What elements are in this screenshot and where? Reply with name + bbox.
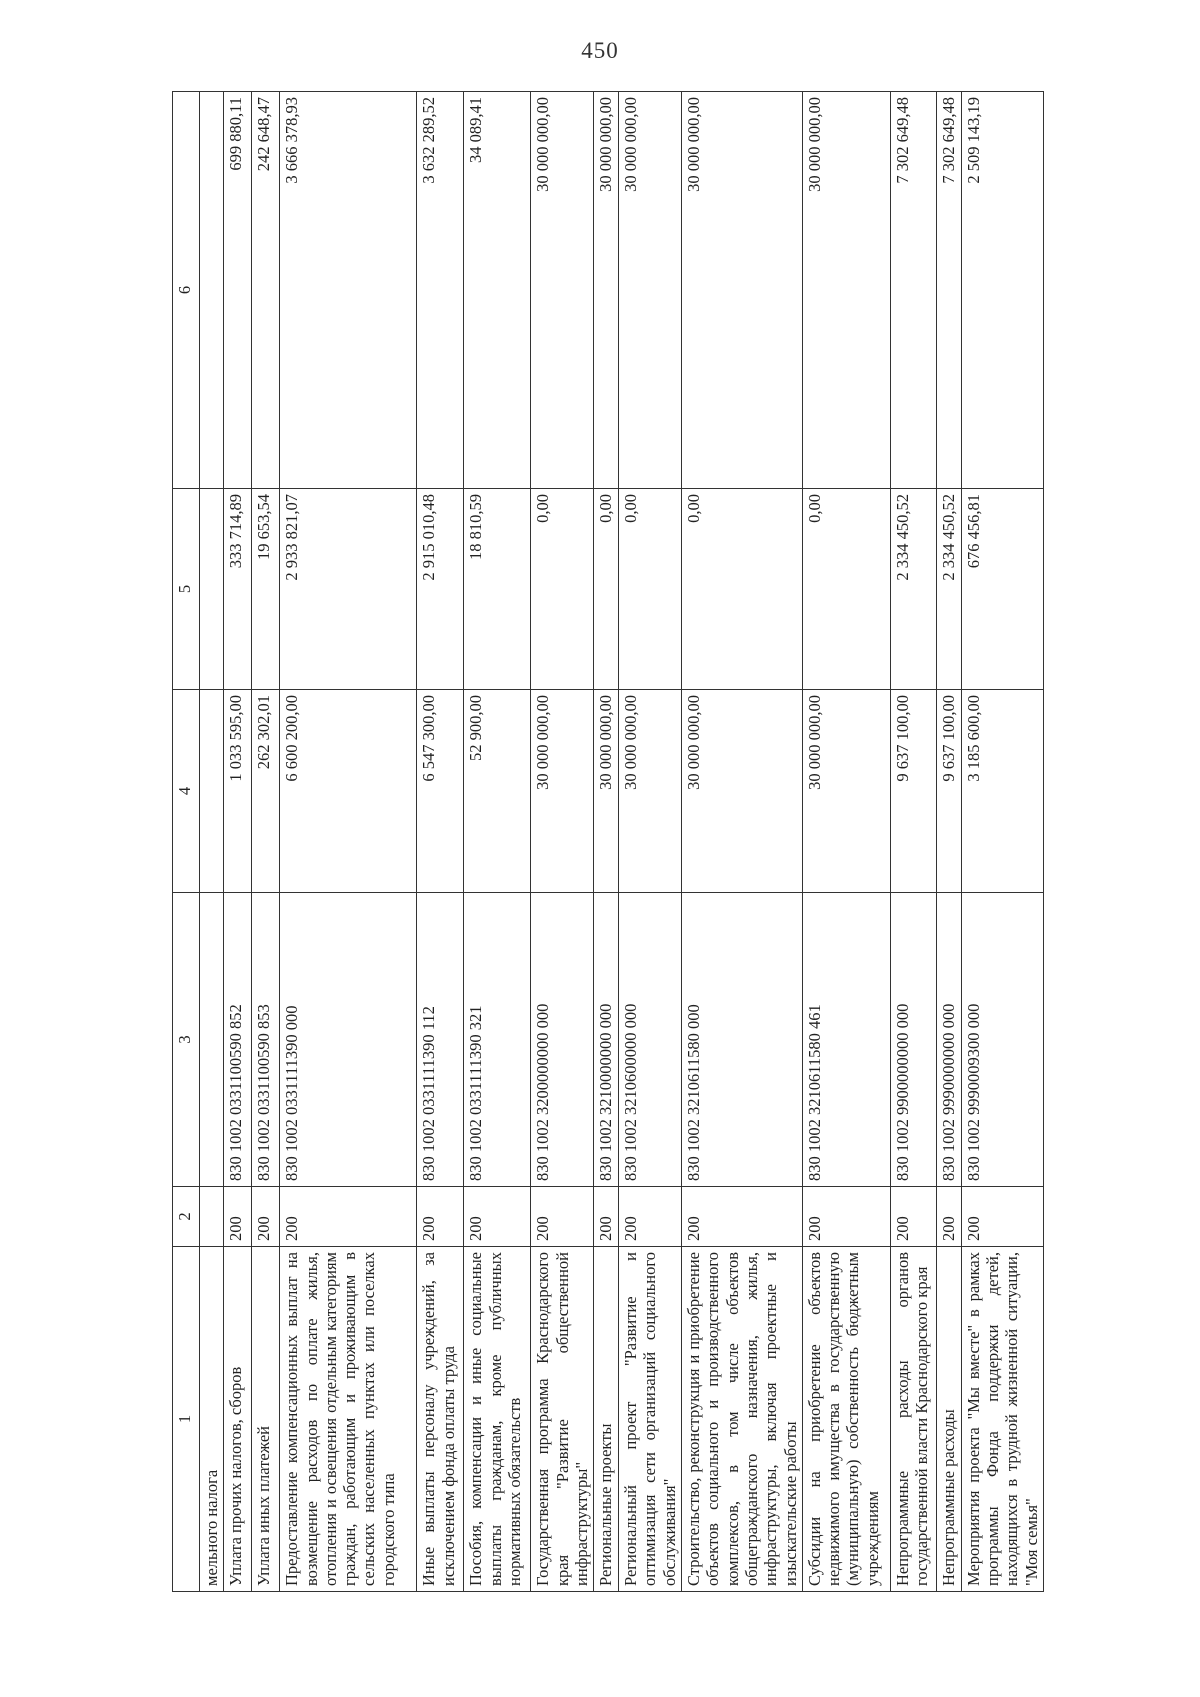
row-ved: 200 bbox=[802, 1187, 890, 1247]
row-code: 830 1002 9900000000 000 bbox=[890, 893, 936, 1187]
row-plan: 1 033 595,00 bbox=[224, 690, 252, 893]
row-exec bbox=[200, 489, 224, 690]
row-rest bbox=[200, 92, 224, 489]
row-name: Уплата иных платежей bbox=[252, 1247, 280, 1592]
table-row bbox=[531, 92, 594, 1592]
table-row bbox=[594, 92, 619, 1592]
row-plan: 30 000 000,00 bbox=[682, 690, 803, 893]
row-plan: 6 547 300,00 bbox=[417, 690, 464, 893]
row-exec: 0,00 bbox=[682, 489, 803, 690]
table-row bbox=[280, 92, 417, 1592]
row-ved: 200 bbox=[280, 1187, 417, 1247]
row-code: 830 1002 0331111390 112 bbox=[417, 893, 464, 1187]
row-name: Государственная программа Краснодарского края "Развитие общественной инфраструктуры" bbox=[531, 1247, 594, 1592]
row-exec: 0,00 bbox=[531, 489, 594, 690]
row-rest: 30 000 000,00 bbox=[802, 92, 890, 489]
row-plan: 262 302,01 bbox=[252, 690, 280, 893]
table-row bbox=[682, 92, 803, 1592]
row-exec: 2 334 450,52 bbox=[890, 489, 936, 690]
row-ved: 200 bbox=[464, 1187, 531, 1247]
row-rest: 242 648,47 bbox=[252, 92, 280, 489]
header-cell-4: 4 bbox=[173, 690, 200, 893]
table-row bbox=[961, 92, 1043, 1592]
row-exec: 19 653,54 bbox=[252, 489, 280, 690]
row-rest: 3 666 378,93 bbox=[280, 92, 417, 489]
row-exec: 0,00 bbox=[619, 489, 682, 690]
row-plan: 52 900,00 bbox=[464, 690, 531, 893]
row-plan: 30 000 000,00 bbox=[802, 690, 890, 893]
row-code: 830 1002 0331111390 000 bbox=[280, 893, 417, 1187]
table-row bbox=[619, 92, 682, 1592]
row-exec: 0,00 bbox=[802, 489, 890, 690]
row-plan: 9 637 100,00 bbox=[890, 690, 936, 893]
row-plan: 30 000 000,00 bbox=[594, 690, 619, 893]
row-plan bbox=[200, 690, 224, 893]
table-row bbox=[200, 92, 224, 1592]
budget-table bbox=[172, 91, 1044, 1592]
row-code: 830 1002 3210600000 000 bbox=[619, 893, 682, 1187]
row-name: Уплата прочих налогов, сборов bbox=[224, 1247, 252, 1592]
page-number: 450 bbox=[581, 38, 619, 63]
row-name: мельного налога bbox=[200, 1247, 224, 1592]
row-ved: 200 bbox=[252, 1187, 280, 1247]
row-plan: 9 637 100,00 bbox=[936, 690, 961, 893]
row-rest: 30 000 000,00 bbox=[531, 92, 594, 489]
row-ved: 200 bbox=[417, 1187, 464, 1247]
row-name: Строительство, реконструкция и приобретение объектов социального и производственного комплексов, в том числе объектов общегражданского назначения, жилья, инфраструктуры, включая проектные и изыскательские работы bbox=[682, 1247, 803, 1592]
row-code: 830 1002 3200000000 000 bbox=[531, 893, 594, 1187]
row-exec: 2 334 450,52 bbox=[936, 489, 961, 690]
row-ved: 200 bbox=[619, 1187, 682, 1247]
row-exec: 18 810,59 bbox=[464, 489, 531, 690]
row-code: 830 1002 0331100590 852 bbox=[224, 893, 252, 1187]
row-ved bbox=[200, 1187, 224, 1247]
header-cell-1: 1 bbox=[173, 1247, 200, 1592]
header-cell-6: 6 bbox=[173, 92, 200, 489]
table-row bbox=[464, 92, 531, 1592]
table-header-row bbox=[173, 92, 200, 1592]
row-code: 830 1002 0331111390 321 bbox=[464, 893, 531, 1187]
table-row bbox=[802, 92, 890, 1592]
row-rest: 699 880,11 bbox=[224, 92, 252, 489]
row-name: Мероприятия проекта "Мы вместе" в рамках программы Фонда поддержки детей, находящихся в трудной жизненной ситуации, "Моя семья" bbox=[961, 1247, 1043, 1592]
row-name: Предоставление компенсационных выплат на возмещение расходов по оплате жилья, отопления и освещения отдельным категориям граждан, работающим и проживающим в сельских населенных пунктах или поселках городского типа bbox=[280, 1247, 417, 1592]
row-ved: 200 bbox=[961, 1187, 1043, 1247]
row-rest: 2 509 143,19 bbox=[961, 92, 1043, 489]
row-code: 830 1002 0331100590 853 bbox=[252, 893, 280, 1187]
row-code: 830 1002 3210611580 461 bbox=[802, 893, 890, 1187]
row-rest: 7 302 649,48 bbox=[890, 92, 936, 489]
row-rest: 30 000 000,00 bbox=[619, 92, 682, 489]
row-ved: 200 bbox=[936, 1187, 961, 1247]
row-ved: 200 bbox=[682, 1187, 803, 1247]
header-cell-2: 2 bbox=[173, 1187, 200, 1247]
row-code: 830 1002 3210000000 000 bbox=[594, 893, 619, 1187]
row-name: Непрограммные расходы органов государственной власти Краснодарского края bbox=[890, 1247, 936, 1592]
row-ved: 200 bbox=[531, 1187, 594, 1247]
row-code bbox=[200, 893, 224, 1187]
row-plan: 30 000 000,00 bbox=[619, 690, 682, 893]
row-plan: 6 600 200,00 bbox=[280, 690, 417, 893]
row-ved: 200 bbox=[890, 1187, 936, 1247]
budget-table-rotated bbox=[172, 92, 1200, 1592]
row-code: 830 1002 9990000000 000 bbox=[936, 893, 961, 1187]
table-row bbox=[890, 92, 936, 1592]
row-exec: 333 714,89 bbox=[224, 489, 252, 690]
row-name: Непрограммные расходы bbox=[936, 1247, 961, 1592]
row-rest: 34 089,41 bbox=[464, 92, 531, 489]
row-ved: 200 bbox=[594, 1187, 619, 1247]
row-rest: 7 302 649,48 bbox=[936, 92, 961, 489]
row-name: Пособия, компенсации и иные социальные выплаты гражданам, кроме публичных нормативных обязательств bbox=[464, 1247, 531, 1592]
table-row bbox=[224, 92, 252, 1592]
table-row bbox=[936, 92, 961, 1592]
row-code: 830 1002 9990009300 000 bbox=[961, 893, 1043, 1187]
table-row bbox=[252, 92, 280, 1592]
header-cell-5: 5 bbox=[173, 489, 200, 690]
table-row bbox=[417, 92, 464, 1592]
row-plan: 3 185 600,00 bbox=[961, 690, 1043, 893]
header-cell-3: 3 bbox=[173, 893, 200, 1187]
row-name: Региональные проекты bbox=[594, 1247, 619, 1592]
row-exec: 2 933 821,07 bbox=[280, 489, 417, 690]
row-ved: 200 bbox=[224, 1187, 252, 1247]
row-rest: 30 000 000,00 bbox=[594, 92, 619, 489]
row-rest: 3 632 289,52 bbox=[417, 92, 464, 489]
row-exec: 676 456,81 bbox=[961, 489, 1043, 690]
row-exec: 0,00 bbox=[594, 489, 619, 690]
row-rest: 30 000 000,00 bbox=[682, 92, 803, 489]
row-plan: 30 000 000,00 bbox=[531, 690, 594, 893]
row-code: 830 1002 3210611580 000 bbox=[682, 893, 803, 1187]
row-name: Субсидии на приобретение объектов недвижимого имущества в государственную (муниципальную) собственность бюджетным учреждениям bbox=[802, 1247, 890, 1592]
row-exec: 2 915 010,48 bbox=[417, 489, 464, 690]
row-name: Иные выплаты персоналу учреждений, за исключением фонда оплаты труда bbox=[417, 1247, 464, 1592]
row-name: Региональный проект "Развитие и оптимизация сети организаций социального обслуживания" bbox=[619, 1247, 682, 1592]
